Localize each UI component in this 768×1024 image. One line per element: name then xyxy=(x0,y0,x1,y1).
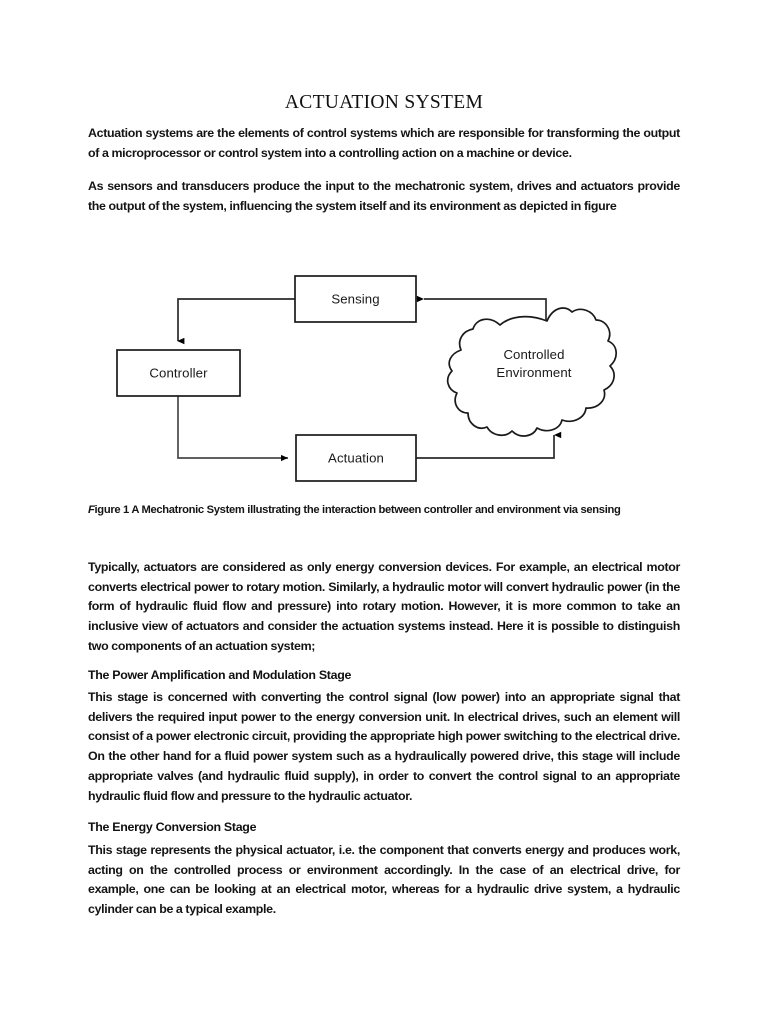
connector-sensing-to-controller xyxy=(178,299,295,341)
paragraph-body-2: This stage is concerned with converting the control signal (low power) into an appropriate signal that delivers the required input power to the energy conversion unit. In electrical drives, such an element will consist of a power electronic circuit, providing the appropriate high power switching to the electrical drive. On the other hand for a fluid power system such as a hydraulically powered drive, this stage will include appropriate valves (and hydraulic fluid supply), in order to convert the control signal to an appropriate hydraulic fluid flow and pressure to the hydraulic actuator. xyxy=(88,690,680,803)
heading-energy-conversion: The Energy Conversion Stage xyxy=(88,820,257,834)
mechatronic-system-diagram xyxy=(0,255,700,495)
controlled-environment-label-line-1: Controlled xyxy=(503,347,565,362)
connector-controller-to-actuation xyxy=(178,396,288,458)
figure-caption-prefix: F xyxy=(88,504,95,516)
diagram-node-controller xyxy=(117,350,240,396)
controlled-environment-label-line-2: Environment xyxy=(496,365,572,380)
paragraph-intro-1: Actuation systems are the elements of control systems which are responsible for transforming the output of a microprocessor or control system into a controlling action on a machine or device. xyxy=(88,126,680,160)
actuation-label: Actuation xyxy=(328,450,384,466)
figure-caption xyxy=(88,503,680,518)
diagram-node-actuation xyxy=(296,435,416,481)
paragraph-intro-2: As sensors and transducers produce the input to the mechatronic system, drives and actuators provide the output of the system, influencing the system itself and its environment as depicted in figure xyxy=(88,179,680,213)
diagram-node-sensing xyxy=(295,276,416,322)
controller-label: Controller xyxy=(149,365,208,381)
diagram-node-controlled-environment xyxy=(448,308,616,436)
paragraph-body-1: Typically, actuators are considered as only energy conversion devices. For example, an electrical motor converts electrical power to rotary motion. Similarly, a hydraulic motor will convert hydraulic power (in the form of hydraulic fluid flow and pressure) into rotary motion. However, it is more common to take an inclusive view of actuators and consider the actuation systems instead. Here it is possible to distinguish two components of an actuation system; xyxy=(88,560,680,653)
heading-power-amplification: The Power Amplification and Modulation Stage xyxy=(88,668,352,682)
paragraph-body-3: This stage represents the physical actuator, i.e. the component that converts energy and produces work, acting on the controlled process or environment accordingly. In the case of an electrical drive, for example, one can be looking at an electrical motor, whereas for a hydraulic drive system, a hydraulic cylinder can be a typical example. xyxy=(88,843,680,917)
connector-actuation-to-environment xyxy=(416,435,554,458)
figure-caption-text: igure 1 A Mechatronic System illustrating the interaction between controller and environment via sensing xyxy=(94,504,621,516)
page-title: ACTUATION SYSTEM xyxy=(284,92,484,113)
sensing-label: Sensing xyxy=(331,291,380,307)
